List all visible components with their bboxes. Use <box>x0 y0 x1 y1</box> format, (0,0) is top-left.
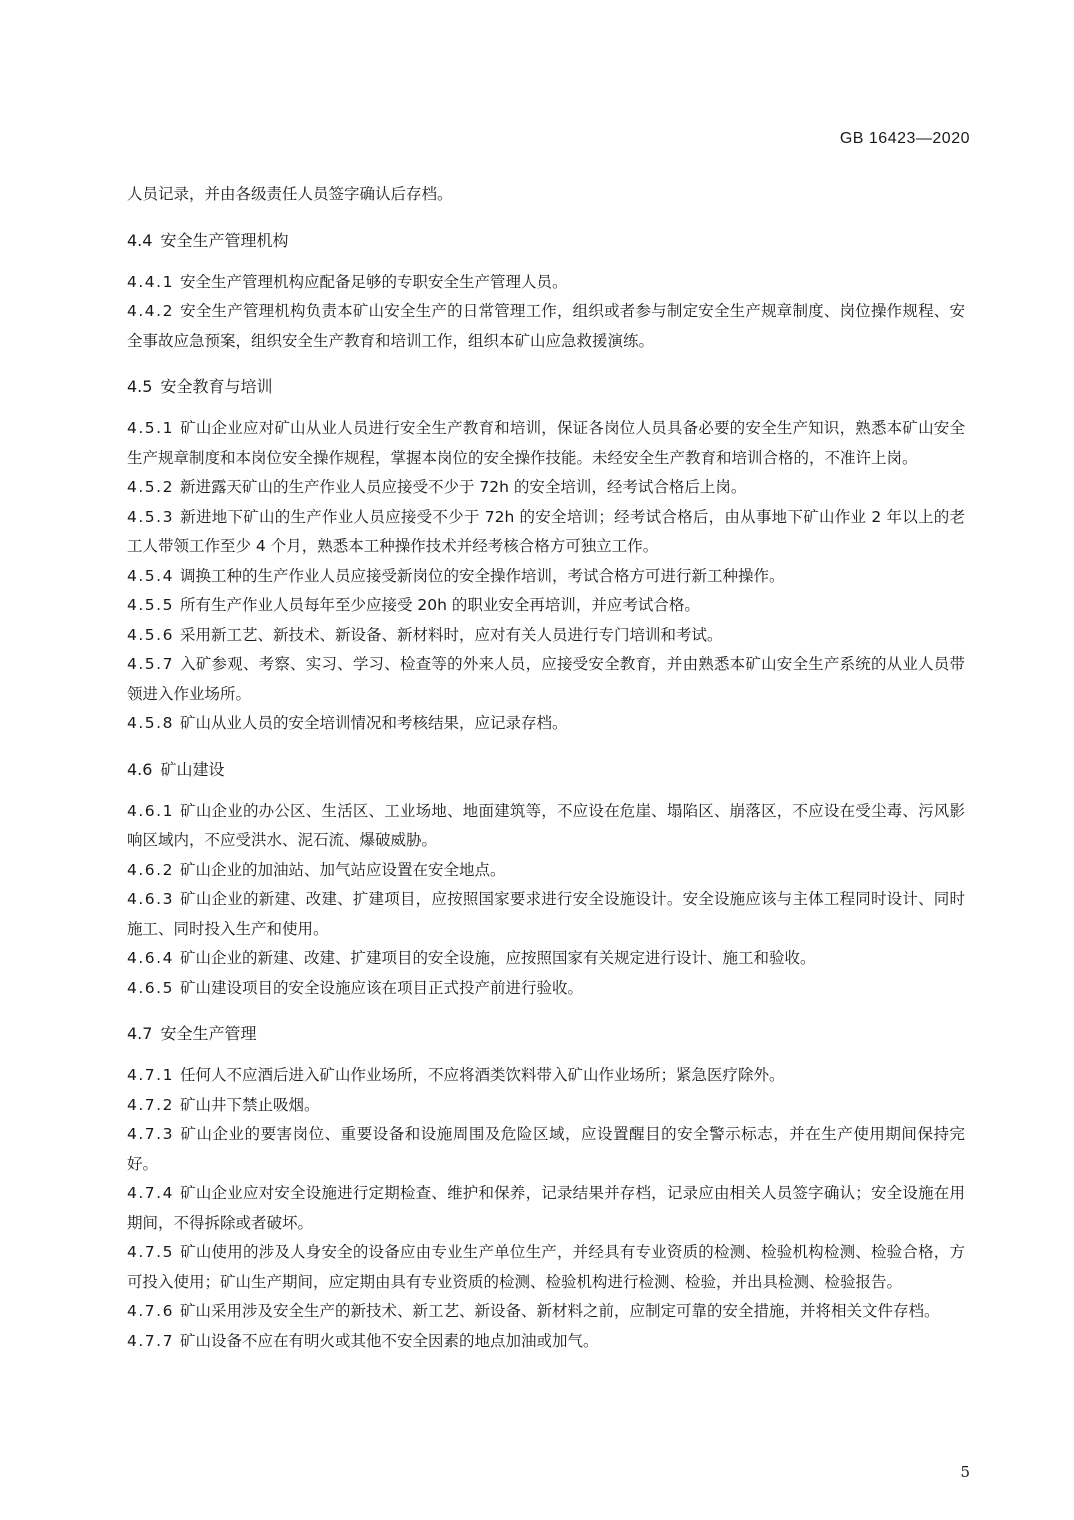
clause <box>127 268 965 298</box>
continuation-paragraph: 人员记录，并由各级责任人员签字确认后存档。 <box>127 185 453 203</box>
clause-number: 4.4.1 <box>127 272 174 291</box>
clause-number: 4.7.6 <box>127 1302 174 1320</box>
section-title: 安全生产管理机构 <box>160 230 289 250</box>
clause-number: 4.4.2 <box>127 302 174 320</box>
clause-number: 4.5.7 <box>127 655 174 673</box>
clause <box>127 621 965 651</box>
clause <box>127 1327 965 1357</box>
section-4-7 <box>127 1021 965 1356</box>
clause <box>127 503 965 562</box>
clause-text: 矿山建设项目的安全设施应该在项目正式投产前进行验收。 <box>179 978 583 997</box>
clause-text: 调换工种的生产作业人员应接受新岗位的安全操作培训，考试合格方可进行新工种操作。 <box>179 566 785 585</box>
clause-number: 4.6.3 <box>127 890 174 908</box>
clause-text: 矿山企业的新建、改建、扩建项目的安全设施，应按照国家有关规定进行设计、施工和验收。 <box>179 949 816 967</box>
clause-number: 4.5.5 <box>127 596 174 614</box>
clause-number: 4.7.7 <box>127 1331 174 1350</box>
clause <box>127 297 965 356</box>
clause <box>127 1179 965 1238</box>
clause-text: 矿山设备不应在有明火或其他不安全因素的地点加油或加气。 <box>179 1331 599 1350</box>
clause-number: 4.7.1 <box>127 1066 174 1084</box>
clause-text: 入矿参观、考察、实习、学习、检查等的外来人员，应接受安全教育，并由熟悉本矿山安全生产系统的从业人员带领进入作业场所。 <box>127 655 965 703</box>
clause <box>127 1120 965 1179</box>
clause-number: 4.5.6 <box>127 625 174 644</box>
clause <box>127 650 965 709</box>
clause <box>127 473 965 503</box>
clause-text: 矿山企业应对矿山从业人员进行安全生产教育和培训，保证各岗位人员具备必要的安全生产知识，熟悉本矿山安全生产规章制度和本岗位安全操作规程，掌握本岗位的安全操作技能。未经安全生产教育和培训合格的，不准许上岗。 <box>127 419 965 467</box>
clause-text: 任何人不应酒后进入矿山作业场所，不应将酒类饮料带入矿山作业场所；紧急医疗除外。 <box>179 1066 785 1084</box>
clause-number: 4.5.4 <box>127 566 174 585</box>
clause-text: 矿山采用涉及安全生产的新技术、新工艺、新设备、新材料之前，应制定可靠的安全措施，并将相关文件存档。 <box>179 1302 940 1320</box>
clause-text: 新进露天矿山的生产作业人员应接受不少于 72h 的安全培训，经考试合格后上岗。 <box>179 478 747 496</box>
section-title: 安全生产管理 <box>160 1024 257 1043</box>
clause-number: 4.5.2 <box>127 478 174 496</box>
section-heading <box>127 757 965 783</box>
clause <box>127 562 965 592</box>
section-heading <box>127 374 965 400</box>
clause <box>127 974 965 1004</box>
clause <box>127 797 965 856</box>
clause-number: 4.6.5 <box>127 978 174 997</box>
clause <box>127 885 965 944</box>
section-4-5 <box>127 374 965 739</box>
clause <box>127 1238 965 1297</box>
clause-text: 矿山企业的要害岗位、重要设备和设施周围及危险区域，应设置醒目的安全警示标志，并在生产使用期间保持完好。 <box>127 1125 965 1173</box>
clause <box>127 1091 965 1121</box>
clause <box>127 1297 965 1327</box>
section-title: 矿山建设 <box>160 759 225 779</box>
clause-text: 安全生产管理机构负责本矿山安全生产的日常管理工作，组织或者参与制定安全生产规章制度、岗位操作规程、安全事故应急预案，组织安全生产教育和培训工作，组织本矿山应急救援演练。 <box>127 302 965 350</box>
section-4-6 <box>127 757 965 1004</box>
clause-text: 矿山企业应对安全设施进行定期检查、维护和保养，记录结果并存档，记录应由相关人员签字确认；安全设施在用期间，不得拆除或者破坏。 <box>127 1184 965 1232</box>
clause-text: 所有生产作业人员每年至少应接受 20h 的职业安全再培训，并应考试合格。 <box>179 596 700 614</box>
clause <box>127 414 965 473</box>
clause-number: 4.6.2 <box>127 860 174 879</box>
clause-text: 矿山企业的新建、改建、扩建项目，应按照国家要求进行安全设施设计。安全设施应该与主体工程同时设计、同时施工、同时投入生产和使用。 <box>127 890 965 938</box>
page-number: 5 <box>960 1463 970 1481</box>
clause <box>127 944 965 974</box>
clause-number: 4.7.4 <box>127 1184 174 1202</box>
clause-text: 矿山从业人员的安全培训情况和考核结果，应记录存档。 <box>179 714 568 732</box>
clause <box>127 856 965 886</box>
clause-text: 矿山井下禁止吸烟。 <box>179 1095 320 1114</box>
clause-text: 矿山企业的办公区、生活区、工业场地、地面建筑等，不应设在危崖、塌陷区、崩落区，不应设在受尘毒、污风影响区域内，不应受洪水、泥石流、爆破威胁。 <box>127 801 965 849</box>
clause-text: 矿山企业的加油站、加气站应设置在安全地点。 <box>179 860 506 879</box>
section-heading <box>127 228 965 254</box>
clause-number: 4.6.4 <box>127 949 174 967</box>
clause <box>127 1061 965 1091</box>
clause-number: 4.7.5 <box>127 1243 174 1261</box>
clause <box>127 591 965 621</box>
clause-number: 4.7.2 <box>127 1095 174 1114</box>
clause-text: 新进地下矿山的生产作业人员应接受不少于 72h 的安全培训；经考试合格后，由从事地下矿山作业 2 年以上的老工人带领工作至少 4 个月，熟悉本工种操作技术并经考核合格方可独立工作。 <box>127 507 965 555</box>
clause-number: 4.5.8 <box>127 714 174 732</box>
clause-text: 安全生产管理机构应配备足够的专职安全生产管理人员。 <box>179 272 568 291</box>
clause-number: 4.6.1 <box>127 801 174 820</box>
section-number: 4.6 <box>127 759 153 779</box>
clause-number: 4.5.3 <box>127 507 174 526</box>
section-4-4 <box>127 228 965 357</box>
section-title: 安全教育与培训 <box>160 377 273 396</box>
section-number: 4.5 <box>127 377 153 396</box>
clause-text: 采用新工艺、新技术、新设备、新材料时，应对有关人员进行专门培训和考试。 <box>179 625 723 644</box>
document-body <box>127 180 965 1356</box>
standard-code: GB 16423—2020 <box>839 130 970 147</box>
section-number: 4.4 <box>127 230 153 250</box>
clause-number: 4.5.1 <box>127 419 174 437</box>
section-number: 4.7 <box>127 1024 153 1043</box>
clause <box>127 709 965 739</box>
clause-number: 4.7.3 <box>127 1125 174 1143</box>
section-heading <box>127 1021 965 1047</box>
clause-text: 矿山使用的涉及人身安全的设备应由专业生产单位生产，并经具有专业资质的检测、检验机构检测、检验合格，方可投入使用；矿山生产期间，应定期由具有专业资质的检测、检验机构进行检测、检验，并出具检测、检验报告。 <box>127 1243 965 1291</box>
